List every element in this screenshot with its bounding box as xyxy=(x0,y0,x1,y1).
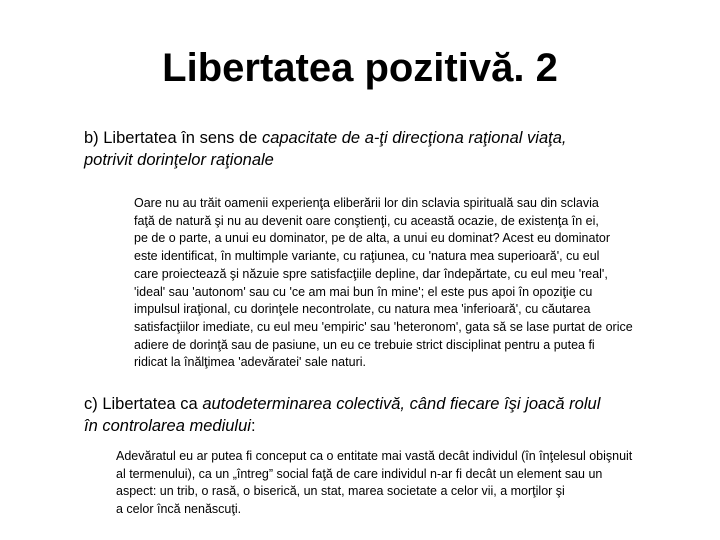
paragraph-line: pe de o parte, a unui eu dominator, pe de alta, a unui eu dominat? Acest eu dominator xyxy=(134,231,611,246)
paragraph-line: a celor încă nenăscuţi. xyxy=(116,502,242,517)
point-b-heading-line-1 xyxy=(84,127,684,149)
paragraph-line: 'ideal' sau 'autonom' sau cu 'ce am mai bun în mine'; el este pus apoi în opoziţie cu xyxy=(134,284,593,299)
paragraph-line: Adevăratul eu ar putea fi conceput ca o entitate mai vastă decât individul (în înţelesul obişnuit xyxy=(116,449,633,463)
paragraph-line: faţă de natură şi nu au devenit oare conştienţi, cu această ocazie, de existenţa în ei, xyxy=(134,213,599,228)
paragraph-line: aspect: un trib, o rasă, o biserică, un stat, marea societate a celor vii, a morţilor şi xyxy=(116,484,565,499)
paragraph-line: care proiectează şi năzuie spre satisfacţiile depline, dar îndepărtate, cu eul meu 'real', xyxy=(134,266,608,281)
paragraph-line: al termenului), ca un „întreg” social faţă de care individul n-ar fi decât un element sau un xyxy=(116,466,603,481)
point-b-emphasis-1: capacitate de a-ţi direcţiona raţional viaţa, xyxy=(261,129,567,147)
paragraph-line: impulsul iraţional, cu dorinţele necontrolate, cu natura mea 'inferioară', cu căutarea xyxy=(134,302,591,317)
paragraph-line: adiere de dorinţă sau de pasiune, un eu ce trebuie strict disciplinat pentru a putea fi xyxy=(134,337,595,352)
point-c-tail: : xyxy=(250,417,256,435)
paragraph-line: ridicat la înălţimea 'adevăratei' sale naturi. xyxy=(134,355,366,370)
paragraph-line: este identificat, în multimple variante, cu raţiunea, cu 'natura mea superioară', cu eul xyxy=(134,249,600,264)
point-c-paragraph xyxy=(116,448,706,519)
point-c-emphasis-1: autodeterminarea colectivă, când fiecare îşi joacă rolul xyxy=(202,395,601,413)
point-c-emphasis-2: în controlarea mediului xyxy=(84,417,251,435)
point-c-intro: c) Libertatea ca xyxy=(84,395,203,413)
point-b-emphasis-2: potrivit dorinţelor raţionale xyxy=(84,151,274,169)
point-c-heading xyxy=(84,393,684,437)
point-c-heading-line-1 xyxy=(84,393,684,415)
paragraph-line: satisfacţiilor imediate, cu eul meu 'empiric' sau 'heteronom', gata să se lase purtat de orice xyxy=(134,319,633,334)
paragraph-line: Oare nu au trăit oamenii experienţa eliberării lor din sclavia spirituală sau din sclavia xyxy=(134,196,599,210)
point-b-intro: b) Libertatea în sens de xyxy=(84,129,262,147)
point-b-heading-line-2 xyxy=(84,149,684,171)
point-b-paragraph xyxy=(134,195,709,372)
point-c-heading-line-2 xyxy=(84,415,684,437)
point-b-heading xyxy=(84,127,684,171)
slide-title: Libertatea pozitivă. 2 xyxy=(162,46,558,90)
